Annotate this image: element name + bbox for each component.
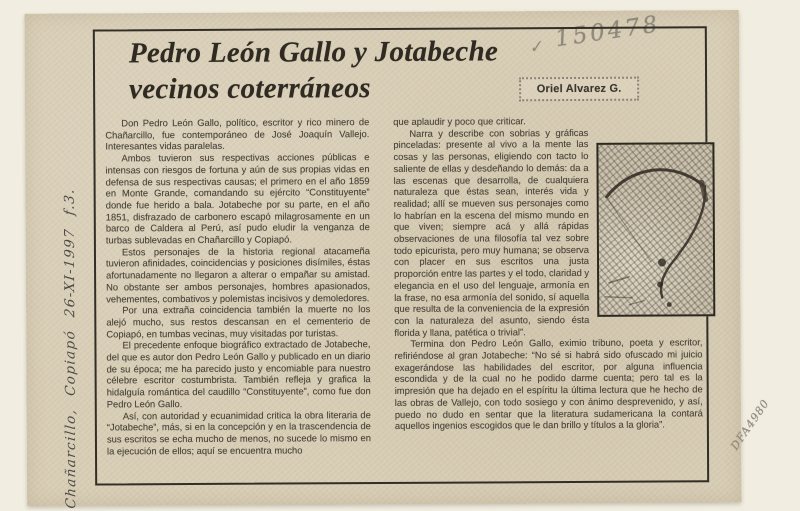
left-column [105, 116, 371, 457]
paragraph: Estos personajes de la historia regional atacameña tuvieron afinidades, coincidencias y posiciones disímiles, éstas afortunadamente no llegaron a alterar o empañar su amistad. No obstante ser ambos personajes, hombres apasionados, vehementes, combativos y polemistas incisivos y demoledores. [105, 244, 371, 304]
pencil-corner-note: DFA4980 [728, 396, 773, 453]
article-columns [105, 114, 703, 457]
article-frame [93, 26, 709, 485]
handwritten-margin-note: Chañarcillo, Copiapó 26-XI-1997 f.3. [61, 187, 80, 510]
paragraph: Narra y describe con sobrias y gráficas pinceladas: presente al vivo a la mente las cosas y las personas, eligiendo con tacto lo saliente de ellas y desdeñando lo demás: da a las escenas que desarrolla, de cualquiera naturaleza que éstas sean, interés vida y realidad; allí se mueven sus personajes como lo habrían en la escena del mismo mundo en que viven; siempre acá y allá rápidas observaciones de una filosofía tal vez sobre todo epicurista, pero muy humana; se observa con placer en sus escritos una justa proporción entre las partes y el todo, claridad y elegancia en el uso del lenguaje, armonía en la frase, no esa armonía del sonido, sí aquella que resulta de la conveniencia de la expresión con la naturaleza del asunto, siendo ésta florida y llana, patética o trivial”. [393, 126, 590, 338]
paragraph: Por una extraña coincidencia también la muerte no los alejó mucho, sus restos descansan en el cementerio de Copiapó, en tumbas vecinas, muy visitadas por turistas. [106, 303, 371, 340]
portrait-sketch-icon [598, 144, 713, 315]
byline-box [519, 77, 639, 102]
halftone-portrait-photo [596, 142, 715, 317]
pencil-checkmark: ✓ [527, 35, 545, 58]
byline-author: Oriel Alvarez G. [536, 82, 622, 96]
article-title-line1: Pedro León Gallo y Jotabeche [128, 35, 499, 70]
paragraph: Así, con autoridad y ecuanimidad critica la obra literaria de “Jotabeche”, más, si en la concepción y en la trascendencia de sus escritos se echa mucho de menos, no sucede lo mismo en la ejecución de ellos; aquí se encuentra mucho [106, 408, 371, 457]
paragraph: Ambos tuvieron sus respectivas acciones públicas e intensas con riesgos de fortuna y aún de sus propias vidas en defensa de sus respectivas causas; el primero en el año 1859 en Monte Grande, comandando su ejército “Constituyente” donde fue herido a bala. Jotabeche por su parte, en el año 1851, disfrazado de carbonero escapó milagrosamente en un barco de Caldera al Perú, así pudo eludir la venganza de turbas sublevadas en Chañarcillo y Copiapó. [105, 151, 370, 246]
right-column [393, 114, 703, 455]
paragraph: que aplaudir y poco que criticar. [393, 115, 526, 127]
paragraph: Termina don Pedro León Gallo, eximio tribuno, poeta y escritor, refiriéndose al gran Jotabeche: “No sé si habrá sido ofuscado mi juicio exagerándose las habilidades del escritor, por alguna influencia escondida y de la cual no he podido darme cuenta; pero tal es la impresión que ha dejado en el espíritu la última lectura que he hecho de las obras de Vallejo, con todo sosiego y con ánimo desprevenido, y así, puedo no dudo en sentar que la literatura sudamericana la contará aquellos ingenios escogidos que le dan brillo y títulos a la gloria”. [394, 336, 703, 432]
newspaper-clipping [25, 10, 773, 510]
paragraph: El precedente enfoque biográfico extractado de Jotabeche, del que es autor don Pedro León Gallo y publicado en un diario de su época; me ha parecido justo y encomiable para nuestro célebre escritor costumbrista. También refleja y grafica la hidalguía romántica del caudillo “Constituyente”, como fue don Pedro León Gallo. [106, 338, 371, 410]
pencil-archive-number: 150478 [553, 11, 662, 53]
article-title-line2: vecinos coterráneos [129, 72, 371, 106]
paragraph: Don Pedro León Gallo, político, escritor y rico minero de Chañarcillo, fue contemporáneo de José Joaquín Vallejo. Interesantes vidas paralelas. [105, 116, 370, 152]
